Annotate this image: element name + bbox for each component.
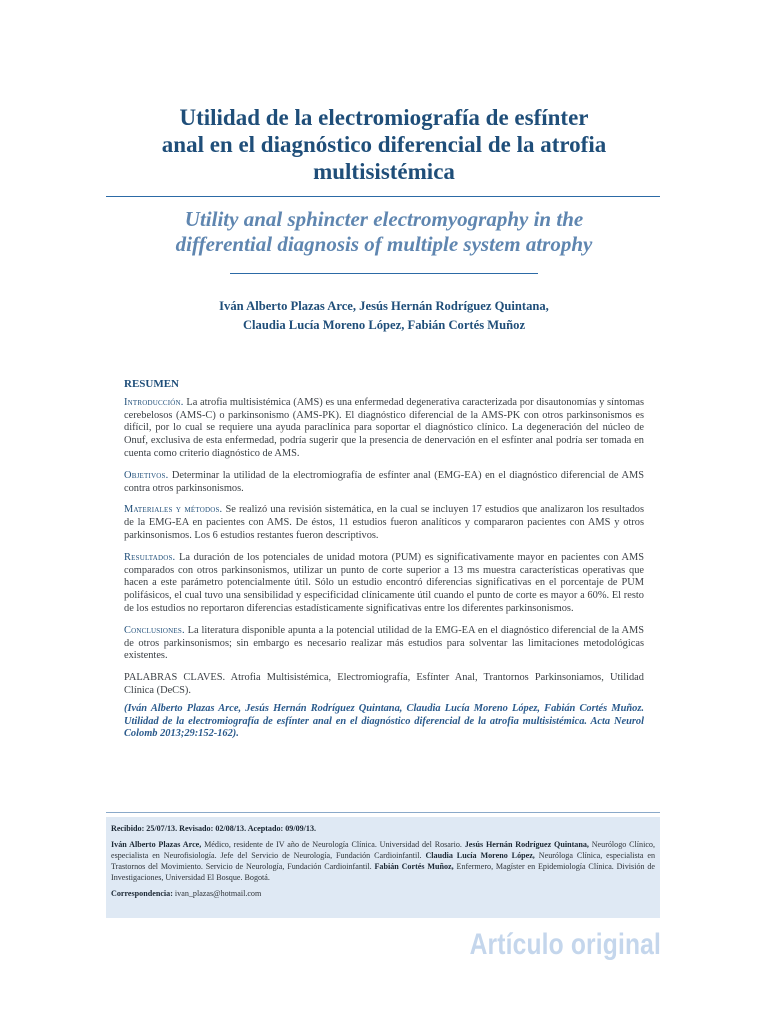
affiliation-author2-desc: Neurólogo Clínico, especialista en Neurofisiología. Jefe del Servicio de Neurología, Fundación Cardioinfantil. — [111, 840, 655, 860]
conclusions-text: La literatura disponible apunta a la potencial utilidad de la EMG-EA en el diagnóstico diferencial de la AMS de otros parkinsonismos; sin embargo es necesario realizar más estudios para solventar las limitaciones metodológicas existentes. — [124, 624, 644, 662]
english-title — [90, 207, 678, 257]
conclusions-label: Conclusiones. — [124, 624, 185, 636]
abstract-methods — [124, 504, 644, 542]
dates-text: Recibido: 25/07/13. Revisado: 02/08/13. Aceptado: 09/09/13. — [111, 824, 317, 833]
english-title-line1: Utility anal sphincter electromyography in the — [184, 207, 584, 231]
abstract-conclusions — [124, 625, 644, 663]
abstract-results — [124, 552, 644, 616]
author-affiliations — [111, 839, 655, 883]
abstract-introduction — [124, 397, 644, 461]
spanish-title — [90, 104, 678, 185]
objectives-text: Determinar la utilidad de la electromiografía de esfínter anal (EMG-EA) en el diagnóstico diferencial de AMS contra otros parkinsonismos. — [124, 469, 644, 494]
objectives-label: Objetivos. — [124, 469, 169, 481]
spanish-title-line3: multisistémica — [313, 159, 455, 184]
abstract — [124, 378, 644, 750]
results-text: La duración de los potenciales de unidad motora (PUM) es significativamente mayor en pacientes con AMS comparados con otros parkinsonismos, utilizar un punto de corte superior a 13 ms muestra características operativas que hacen a este parámetro potencialmente útil. Sólo un estudio encontró diferencias significativas en el porcentaje de PUM polifásicos, el cual tuvo una sensibilidad y especificidad clínicamente útil cuando el punto de corte es mayor a 60%. El resto de los estudios no reportaron diferencias estadísticamente significativas entre los diferentes parkinsonismos. — [124, 551, 644, 614]
author-line1: Iván Alberto Plazas Arce, Jesús Hernán Rodríguez Quintana, — [219, 299, 549, 313]
correspondence-email[interactable]: ivan_plazas@hotmail.com — [172, 889, 262, 898]
introduction-label: Introducción. — [124, 396, 184, 408]
affiliation-author4-name: Fabián Cortés Muñoz, — [371, 862, 454, 871]
author-list — [120, 297, 648, 335]
keywords-label: PALABRAS CLAVES. — [124, 672, 226, 684]
abstract-heading: RESUMEN — [124, 378, 180, 390]
affiliation-author1-name: Iván Alberto Plazas Arce, — [111, 840, 202, 849]
affiliation-author3-desc: Neuróloga Clínica, especialista en Trastornos del Movimiento. Servicio de Neurología, Fundación Cardioinfantil. — [111, 851, 655, 871]
abstract-objectives — [124, 470, 644, 496]
affiliation-author1-desc: Médico, residente de IV año de Neurología Clínica. Universidad del Rosario. — [201, 840, 462, 849]
article-info-box — [106, 817, 660, 918]
affiliation-author4-desc: Enfermero, Magíster en Epidemiología Clínica. División de Investigaciones, Universidad El Bosque. Bogotá. — [111, 862, 655, 882]
keywords-text: Atrofia Multisistémica, Electromiografía, Esfínter Anal, Trantornos Parkinsoniamos, Utilidad Clínica (DeCS). — [124, 672, 644, 696]
correspondence-label: Correspondencia: — [111, 889, 173, 898]
english-title-line2: differential diagnosis of multiple system atrophy — [175, 232, 593, 256]
affiliation-author3-name: Claudia Lucía Moreno López, — [421, 851, 535, 860]
methods-label: Materiales y métodos. — [124, 504, 223, 516]
citation: (Iván Alberto Plazas Arce, Jesús Hernán Rodríguez Quintana, Claudia Lucía Moreno López, Fabián Cortés Muñoz. Utilidad de la electromiografía de esfínter anal en el diagnóstico diferencial de la atrofia multisistémica. Acta Neurol Colomb 2013;29:152-162). — [124, 702, 644, 740]
info-box-divider — [106, 812, 660, 813]
title-divider — [106, 196, 660, 197]
abstract-keywords — [124, 672, 644, 698]
spanish-title-line1: Utilidad de la electromiografía de esfínter — [179, 105, 589, 130]
section-label: Artículo original — [469, 928, 661, 961]
methods-text: Se realizó una revisión sistemática, en la cual se incluyen 17 estudios que analizaron los resultados de la EMG-EA en pacientes con AMS. De éstos, 11 estudios fueron analíticos y compararon pacientes con AMS y otros parkinsonismos. Los 6 estudios restantes fueron descriptivos. — [124, 504, 645, 541]
results-label: Resultados. — [124, 551, 176, 563]
correspondence — [111, 888, 655, 899]
received-dates — [111, 823, 655, 834]
author-line2: Claudia Lucía Moreno López, Fabián Cortés Muñoz — [242, 318, 526, 332]
authors-divider — [230, 273, 538, 274]
affiliation-author2-name: Jesús Hernán Rodríguez Quintana, — [461, 840, 589, 849]
spanish-title-line2: anal en el diagnóstico diferencial de la atrofia — [161, 132, 607, 157]
introduction-text: La atrofia multisistémica (AMS) es una enfermedad degenerativa caracterizada por disautonomías y síntomas cerebelosos (AMS-C) o parkinsonismo (AMS-PK). El diagnóstico diferencial de la AMS-PK con otros parkinsonismos es difícil, por lo cual se requiere una ayuda paraclínica para soportar el diagnóstico clínico. La degeneración del núcleo de Onuf, exclusiva de esta enfermedad, podría sugerir que la presencia de denervación en el esfínter anal podría ser tomada en cuenta como criterio diagnóstico de AMS. — [124, 396, 644, 459]
